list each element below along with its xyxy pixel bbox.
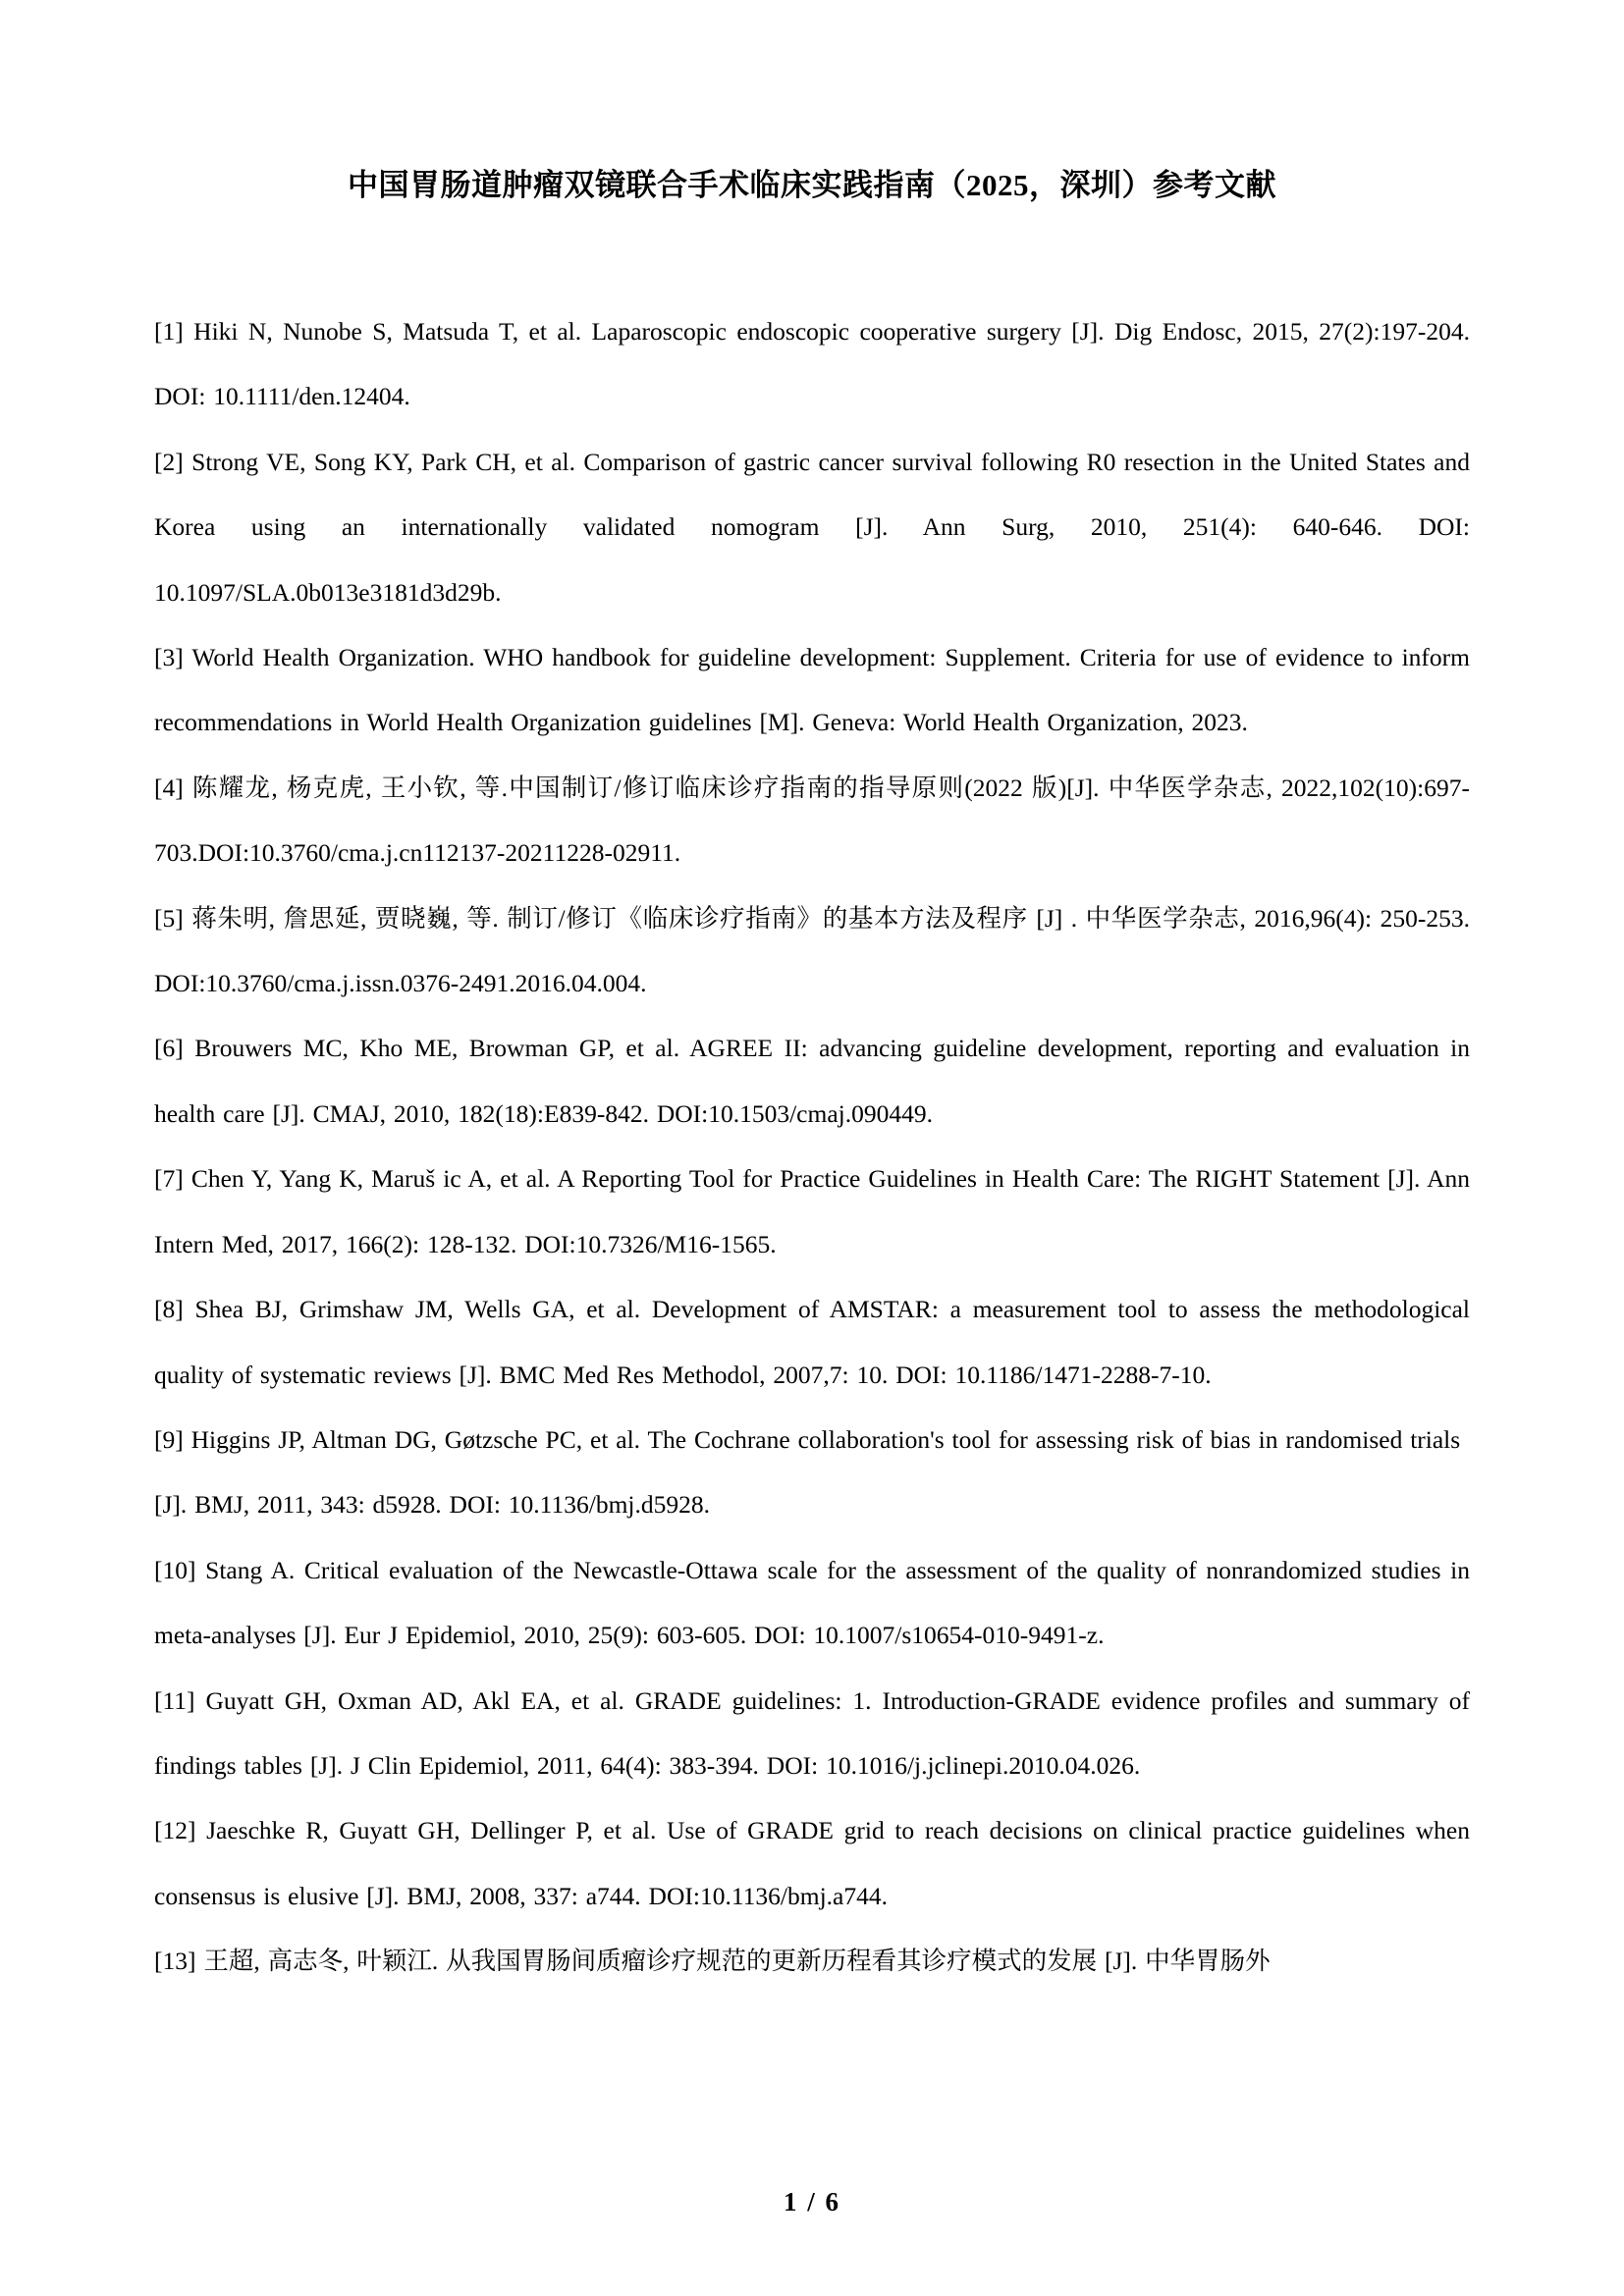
reference-item-5: [5] 蒋朱明, 詹思延, 贾晓巍, 等. 制订/修订《临床诊疗指南》的基本方法及程序 [J] . 中华医学杂志, 2016,96(4): 250-253. DOI:10.3760/cma.j.issn.0376-2491.2016.04.004.: [154, 903, 1470, 998]
reference-item-13: [13] 王超, 高志冬, 叶颖江. 从我国胃肠间质瘤诊疗规范的更新历程看其诊疗模式的发展 [J]. 中华胃肠外: [154, 1947, 1271, 1976]
reference-item-6: [6] Brouwers MC, Kho ME, Browman GP, et al. AGREE II: advancing guideline development, reporting and evaluation in health care [J]. CMAJ, 2010, 182(18):E839-842. DOI:10.1503/cmaj.090449.: [154, 1034, 1470, 1128]
reference-item-10: [10] Stang A. Critical evaluation of the Newcastle-Ottawa scale for the assessment of the quality of nonrandomized studies in meta-analyses [J]. Eur J Epidemiol, 2010, 25(9): 603-605. DOI: 10.1007/s10654-010-9491-z.: [154, 1555, 1470, 1650]
reference-item-9: [9] Higgins JP, Altman DG, Gøtzsche PC, et al. The Cochrane collaboration's tool for assessing risk of bias in randomised trials [J]. BMJ, 2011, 343: d5928. DOI: 10.1136/bmj.d5928.: [154, 1424, 1461, 1520]
reference-item-7: [7] Chen Y, Yang K, Maruš ic A, et al. A Reporting Tool for Practice Guidelines in Health Care: The RIGHT Statement [J]. Ann Intern Med, 2017, 166(2): 128-132. DOI:10.7326/M16-1565.: [154, 1164, 1470, 1258]
reference-list: [154, 299, 1470, 1995]
page-title: 中国胃肠道肿瘤双镜联合手术临床实践指南（2025，深圳）参考文献: [348, 168, 1276, 202]
reference-item-4: [4] 陈耀龙, 杨克虎, 王小钦, 等.中国制订/修订临床诊疗指南的指导原则(2022 版)[J]. 中华医学杂志, 2022,102(10):697-703.DOI:10.3760/cma.j.cn112137-20211228-02911.: [154, 773, 1470, 868]
reference-item-2: [2] Strong VE, Song KY, Park CH, et al. Comparison of gastric cancer survival following R0 resection in the United States and Korea using an internationally validated nomogram [J]. Ann Surg, 2010, 251(4): 640-646. DOI: 10.1097/SLA.0b013e3181d3d29b.: [154, 447, 1470, 607]
reference-item-3: [3] World Health Organization. WHO handbook for guideline development: Supplement. Criteria for use of evidence to inform recommendations in World Health Organization guidelines [M]. Geneva: World Health Organization, 2023.: [154, 643, 1470, 737]
reference-item-8: [8] Shea BJ, Grimshaw JM, Wells GA, et al. Development of AMSTAR: a measurement tool to assess the methodological quality of systematic reviews [J]. BMC Med Res Methodol, 2007,7: 10. DOI: 10.1186/1471-2288-7-10.: [154, 1295, 1470, 1389]
reference-item-12: [12] Jaeschke R, Guyatt GH, Dellinger P, et al. Use of GRADE grid to reach decisions on clinical practice guidelines when consensus is elusive [J]. BMJ, 2008, 337: a744. DOI:10.1136/bmj.a744.: [154, 1816, 1470, 1910]
reference-item-11: [11] Guyatt GH, Oxman AD, Akl EA, et al. GRADE guidelines: 1. Introduction-GRADE evidence profiles and summary of findings tables [J]. J Clin Epidemiol, 2011, 64(4): 383-394. DOI: 10.1016/j.jclinepi.2010.04.026.: [154, 1685, 1470, 1780]
page-number: 1 / 6: [783, 2187, 840, 2216]
reference-item-1: [1] Hiki N, Nunobe S, Matsuda T, et al. Laparoscopic endoscopic cooperative surgery [J]. Dig Endosc, 2015, 27(2):197-204. DOI: 10.1111/den.12404.: [154, 317, 1470, 411]
